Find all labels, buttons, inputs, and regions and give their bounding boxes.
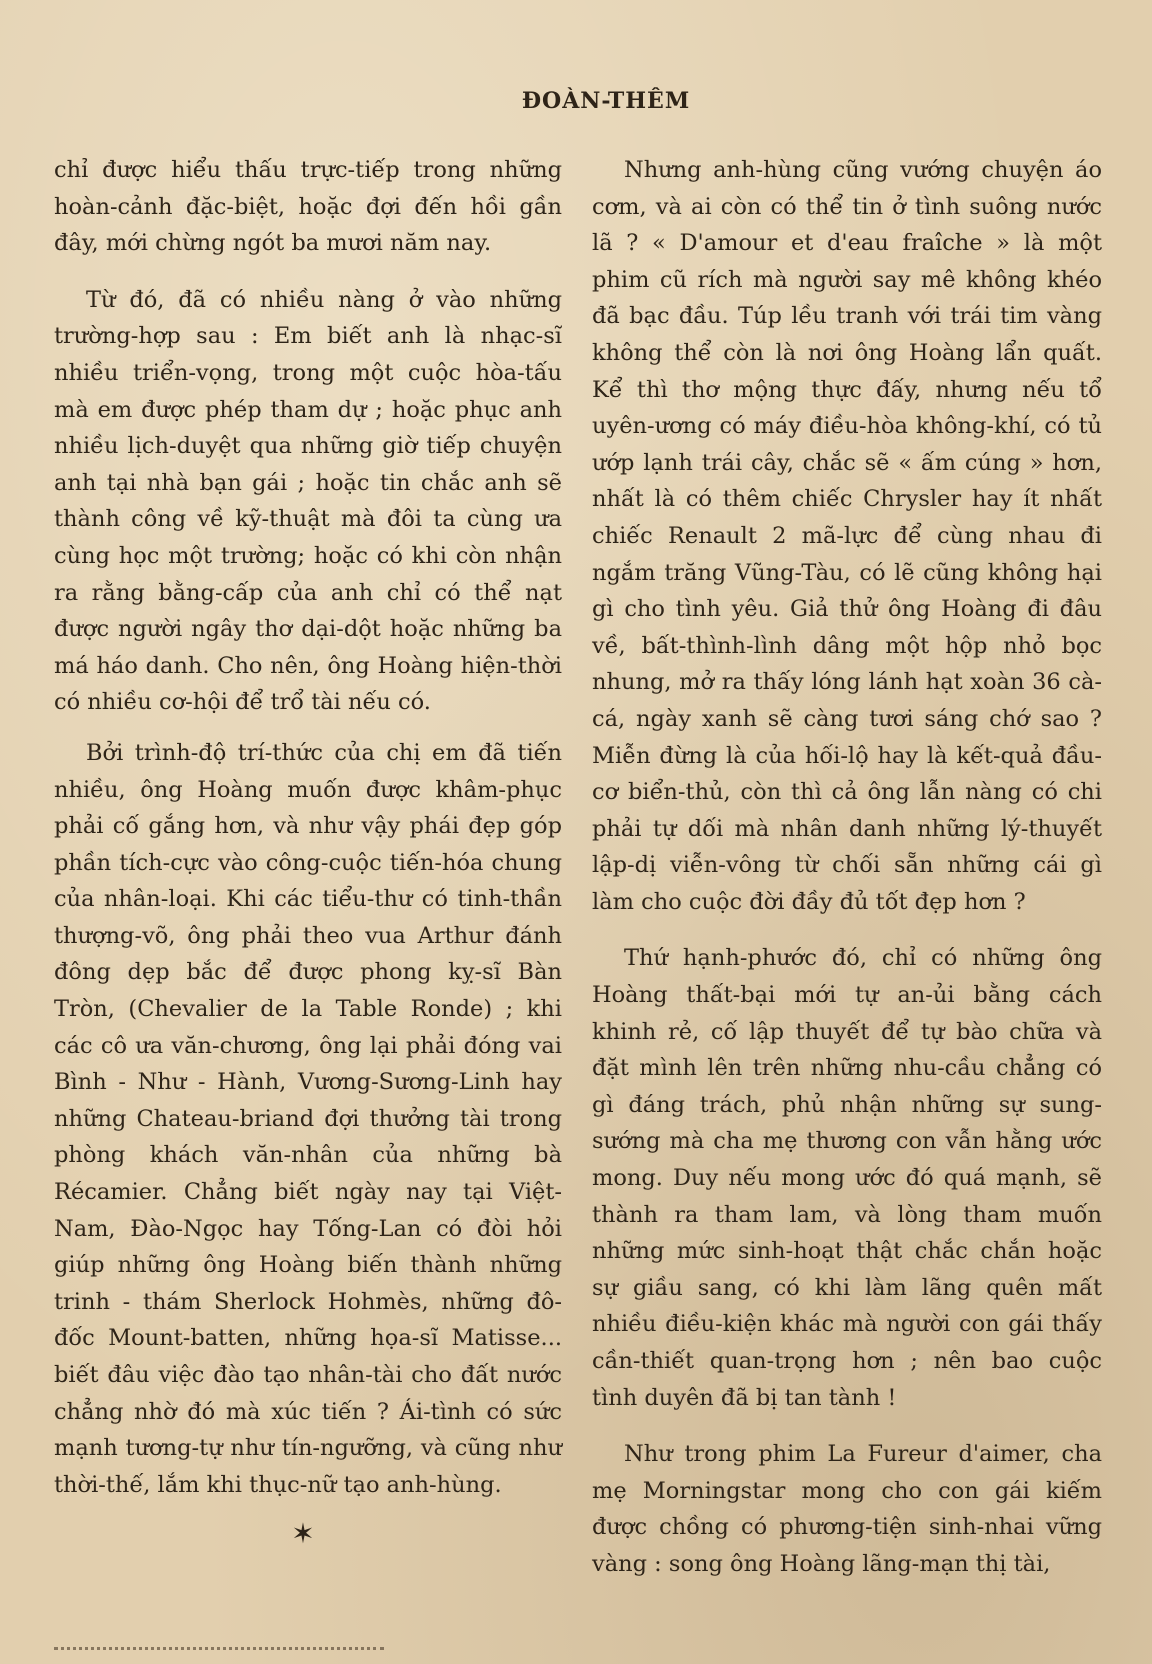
left-column [54, 152, 562, 1550]
right-paragraph-1: Nhưng anh-hùng cũng vướng chuyện áo cơm, và ai còn có thể tin ở tình suông nước lã ? « D'amour et d'eau fraîche » là một phim cũ rích mà người say mê không khéo đã bạc đầu. Túp lều tranh với trái tim vàng không thể còn là nơi ông Hoàng lẩn quất. Kể thì thơ mộng thực đấy, nhưng nếu tổ uyên-ương có máy điều-hòa không-khí, có tủ ướp lạnh trái cây, chắc sẽ « ấm cúng » hơn, nhất là có thêm chiếc Chrysler hay ít nhất chiếc Renault 2 mã-lực để cùng nhau đi ngắm trăng Vũng-Tàu, có lẽ cũng không hại gì cho tình yêu. Giả thử ông Hoàng đi đâu về, bất-thình-lình dâng một hộp nhỏ bọc nhung, mở ra thấy lóng lánh hạt xoàn 36 cà-cá, ngày xanh sẽ càng tươi sáng chớ sao ? Miễn đừng là của hối-lộ hay là kết-quả đầu-cơ biển-thủ, còn thì cả ông lẫn nàng có chi phải tự dối mà nhân danh những lý-thuyết lập-dị viễn-vông từ chối sẵn những cái gì làm cho cuộc đời đầy đủ tốt đẹp hơn ? [592, 157, 1102, 915]
footer-rule [54, 1647, 384, 1660]
left-paragraph-3: Bởi trình-độ trí-thức của chị em đã tiến nhiều, ông Hoàng muốn được khâm-phục phải cố gắng hơn, và như vậy phái đẹp góp phần tích-cực vào công-cuộc tiến-hóa chung của nhân-loại. Khi các tiểu-thư có tinh-thần thượng-võ, ông phải theo vua Arthur đánh đông dẹp bắc để được phong kỵ-sĩ Bàn Tròn, (Chevalier de la Table Ronde) ; khi các cô ưa văn-chương, ông lại phải đóng vai Bình - Như - Hành, Vương-Sương-Linh hay những Chateau-briand đợi thưởng tài trong phòng khách văn-nhân của những bà Récamier. Chẳng biết ngày nay tại Việt-Nam, Đào-Ngọc hay Tống-Lan có đòi hỏi giúp những ông Hoàng biến thành những trinh - thám Sherlock Hohmès, những đô-đốc Mount-batten, những họa-sĩ Matisse... biết đâu việc đào tạo nhân-tài cho đất nước chẳng nhờ đó mà xúc tiến ? Ái-tình có sức mạnh tương-tự như tín-ngưỡng, và cũng như thời-thế, lắm khi thục-nữ tạo anh-hùng. [54, 739, 562, 1498]
section-separator-icon: ✶ [291, 1517, 315, 1551]
left-paragraph-1: chỉ được hiểu thấu trực-tiếp trong những hoàn-cảnh đặc-biệt, hoặc đợi đến hồi gần đây, mới chừng ngót ba mươi năm nay. [54, 157, 562, 257]
left-paragraph-2: Từ đó, đã có nhiều nàng ở vào những trường-hợp sau : Em biết anh là nhạc-sĩ nhiều triển-vọng, trong một cuộc hòa-tấu mà em được phép tham dự ; hoặc phục anh nhiều lịch-duyệt qua những giờ tiếp chuyện anh tại nhà bạn gái ; hoặc tin chắc anh sẽ thành công về kỹ-thuật mà đôi ta cùng ưa cùng học một trường; hoặc có khi còn nhận ra rằng bằng-cấp của anh chỉ có thể nạt được người ngây thơ dại-dột hoặc những ba má háo danh. Cho nên, ông Hoàng hiện-thời có nhiều cơ-hội để trổ tài nếu có. [54, 286, 562, 716]
right-paragraph-3: Như trong phim La Fureur d'aimer, cha mẹ Morningstar mong cho con gái kiếm được chồng có phương-tiện sinh-nhai vững vàng : song ông Hoàng lãng-mạn thị tài, [592, 1441, 1102, 1577]
right-column [592, 152, 1102, 1583]
right-paragraph-2: Thứ hạnh-phước đó, chỉ có những ông Hoàng thất-bại mới tự an-ủi bằng cách khinh rẻ, cố lập thuyết để tự bào chữa và đặt mình lên trên những nhu-cầu chẳng có gì đáng trách, phủ nhận những sự sung-sướng mà cha mẹ thương con vẫn hằng ước mong. Duy nếu mong ước đó quá mạnh, sẽ thành ra tham lam, và lòng tham muốn những mức sinh-hoạt thật chắc chắn hoặc sự giầu sang, có khi làm lãng quên mất nhiều điều-kiện khác mà người con gái thấy cần-thiết quan-trọng hơn ; nên bao cuộc tình duyên đã bị tan tành ! [592, 945, 1102, 1411]
running-header: ĐOÀN-THÊM [521, 88, 691, 114]
